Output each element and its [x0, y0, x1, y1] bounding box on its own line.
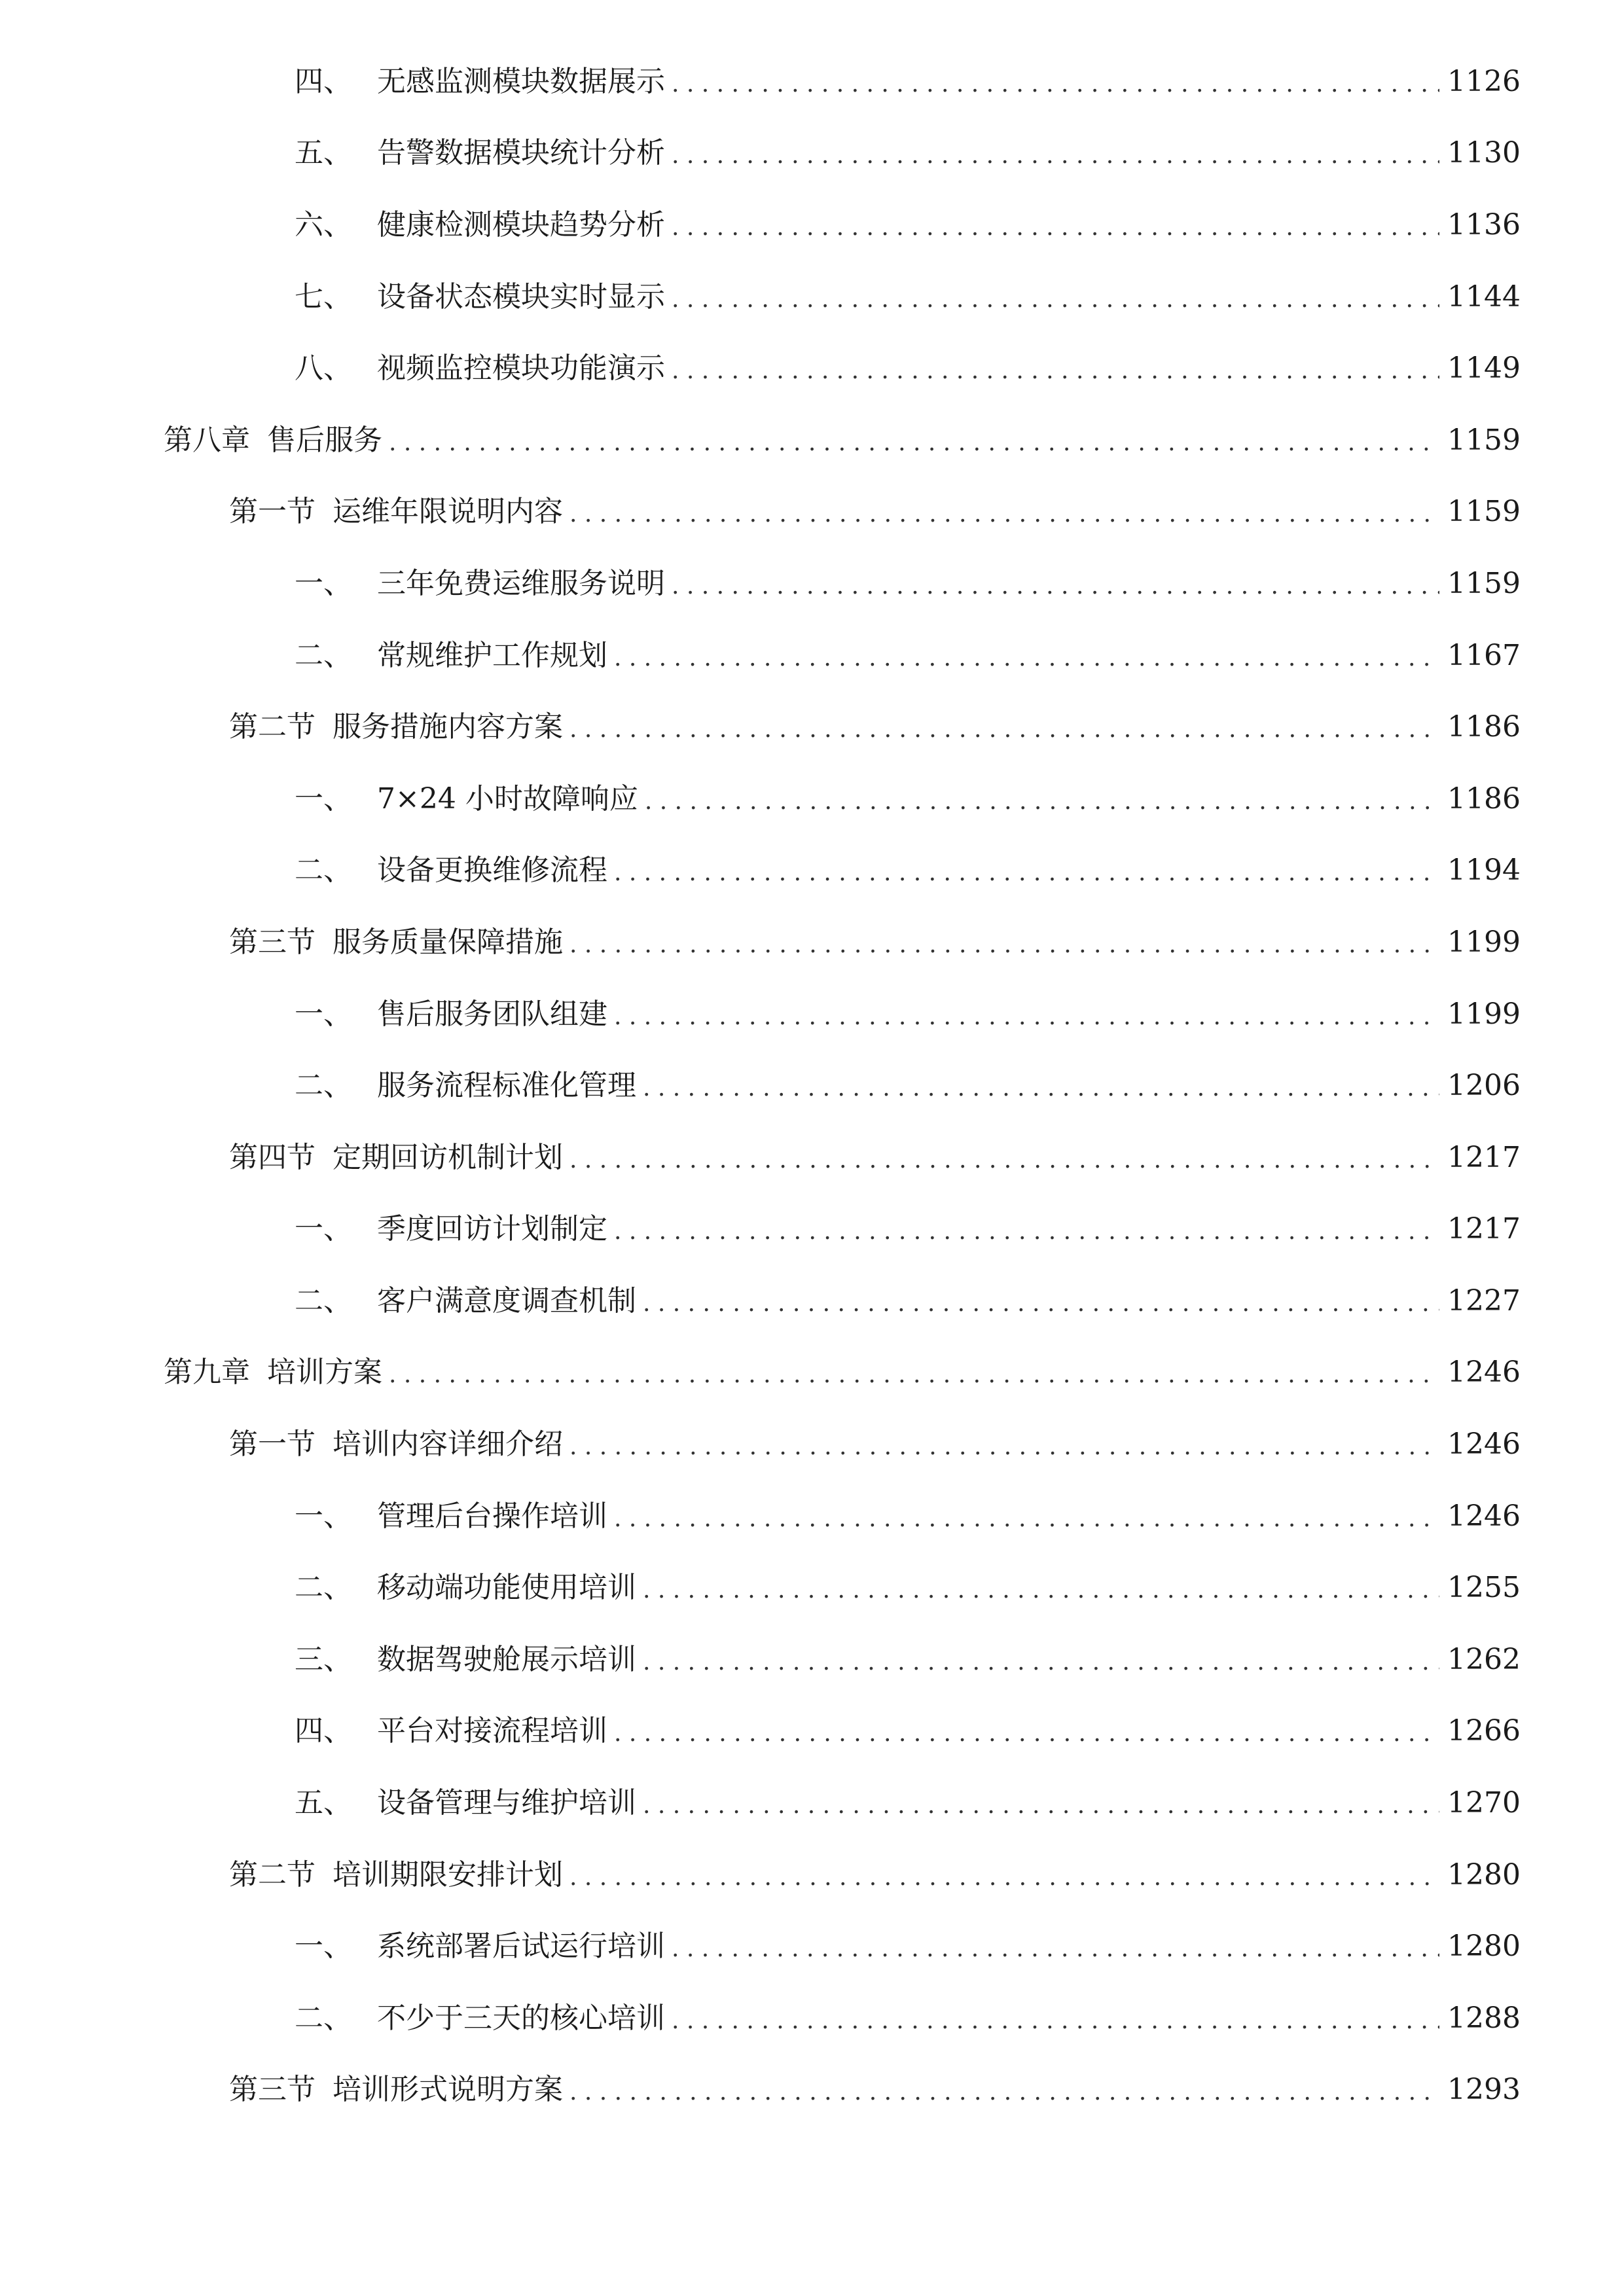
toc-entry-page: 1186 [1447, 710, 1521, 744]
toc-section-entry[interactable] [0, 2054, 1624, 2126]
toc-entry-title: 定期回访机制计划 [333, 1140, 563, 1174]
toc-entry-title: 设备更换维修流程 [377, 853, 607, 888]
toc-dot-leader [614, 1502, 1439, 1531]
toc-dot-leader [672, 354, 1439, 383]
toc-entry-number: 第九章 [164, 1355, 250, 1390]
toc-entry-title: 系统部署后试运行培训 [377, 1929, 665, 1964]
toc-entry[interactable] [0, 978, 1624, 1050]
toc-entry-title: 数据驾驶舱展示培训 [377, 1642, 636, 1676]
toc-dot-leader [672, 1932, 1439, 1961]
toc-dot-leader [672, 569, 1439, 598]
toc-dot-leader [569, 1861, 1439, 1890]
toc-entry[interactable] [0, 1265, 1624, 1337]
toc-entry[interactable] [0, 1480, 1624, 1552]
toc-dot-leader [569, 2075, 1439, 2104]
toc-dot-leader [569, 497, 1439, 526]
toc-entry-number: 第二节 [229, 1857, 316, 1892]
toc-dot-leader [672, 283, 1439, 312]
toc-entry-title: 告警数据模块统计分析 [377, 136, 665, 170]
toc-dot-leader [614, 1000, 1439, 1029]
toc-dot-leader [614, 1717, 1439, 1746]
toc-entry-page: 1130 [1447, 136, 1521, 170]
toc-entry-number: 五、 [295, 1786, 352, 1820]
toc-entry-page: 1159 [1447, 423, 1521, 457]
toc-entry-page: 1199 [1447, 925, 1521, 959]
toc-entry-title: 三年免费运维服务说明 [377, 566, 665, 600]
toc-section-entry[interactable] [0, 906, 1624, 978]
toc-entry-number: 二、 [295, 2001, 352, 2035]
toc-entry[interactable] [0, 1910, 1624, 1982]
toc-entry-title: 健康检测模块趋势分析 [377, 207, 665, 242]
toc-entry-page: 1186 [1447, 781, 1521, 816]
toc-entry-number: 一、 [295, 997, 352, 1031]
toc-entry[interactable] [0, 1194, 1624, 1266]
toc-entry-number: 一、 [295, 781, 352, 816]
toc-entry-title: 无感监测模块数据展示 [377, 64, 665, 98]
toc-entry-page: 1217 [1447, 1140, 1521, 1174]
toc-entry-number: 一、 [295, 1929, 352, 1964]
toc-entry-title: 客户满意度调查机制 [377, 1283, 636, 1318]
toc-entry-title: 设备状态模块实时显示 [377, 279, 665, 314]
toc-entry-number: 一、 [295, 566, 352, 600]
toc-entry-title: 培训形式说明方案 [333, 2073, 563, 2107]
toc-entry-number: 第一节 [229, 1427, 316, 1462]
toc-entry-number: 二、 [295, 1283, 352, 1318]
toc-entry-page: 1246 [1447, 1427, 1521, 1462]
toc-section-entry[interactable] [0, 1122, 1624, 1194]
toc-entry-page: 1144 [1447, 279, 1521, 314]
toc-dot-leader [614, 1215, 1439, 1244]
toc-entry-title: 设备管理与维护培训 [377, 1786, 636, 1820]
table-of-contents [0, 46, 1624, 2126]
toc-entry-page: 1255 [1447, 1571, 1521, 1605]
toc-entry[interactable] [0, 620, 1624, 692]
toc-entry-page: 1280 [1447, 1857, 1521, 1892]
toc-entry-page: 1246 [1447, 1499, 1521, 1533]
toc-entry-number: 二、 [295, 853, 352, 888]
toc-entry-number: 二、 [295, 1069, 352, 1103]
toc-entry-number: 三、 [295, 1642, 352, 1676]
toc-dot-leader [569, 1143, 1439, 1172]
toc-entry[interactable] [0, 1050, 1624, 1122]
toc-entry-number: 第八章 [164, 423, 250, 457]
toc-dot-leader [672, 211, 1439, 240]
toc-entry-title: 服务流程标准化管理 [377, 1069, 636, 1103]
toc-entry-page: 1270 [1447, 1786, 1521, 1820]
toc-entry[interactable] [0, 332, 1624, 404]
toc-dot-leader [643, 1573, 1439, 1602]
toc-chapter-entry[interactable] [0, 404, 1624, 476]
toc-entry-number: 八、 [295, 351, 352, 386]
toc-entry-title: 移动端功能使用培训 [377, 1571, 636, 1605]
toc-entry-title: 视频监控模块功能演示 [377, 351, 665, 386]
toc-entry-number: 七、 [295, 279, 352, 314]
toc-entry[interactable] [0, 763, 1624, 835]
toc-entry[interactable] [0, 46, 1624, 118]
toc-entry-page: 1194 [1447, 853, 1521, 888]
toc-dot-leader [672, 139, 1439, 168]
toc-entry[interactable] [0, 1767, 1624, 1839]
toc-entry-page: 1227 [1447, 1283, 1521, 1318]
toc-entry[interactable] [0, 1696, 1624, 1768]
toc-entry-page: 1293 [1447, 2073, 1521, 2107]
toc-dot-leader [643, 1287, 1439, 1316]
toc-entry-page: 1167 [1447, 638, 1521, 672]
toc-entry-page: 1159 [1447, 566, 1521, 600]
toc-entry[interactable] [0, 1624, 1624, 1696]
toc-entry-title: 服务质量保障措施 [333, 925, 563, 959]
toc-entry-page: 1136 [1447, 207, 1521, 242]
toc-dot-leader [569, 928, 1439, 957]
toc-dot-leader [614, 856, 1439, 885]
toc-entry-number: 一、 [295, 1499, 352, 1533]
toc-entry[interactable] [0, 189, 1624, 261]
toc-entry-title: 常规维护工作规划 [377, 638, 607, 672]
toc-entry-title: 售后服务 [267, 423, 382, 457]
toc-entry-title: 培训期限安排计划 [333, 1857, 563, 1892]
toc-entry-title: 平台对接流程培训 [377, 1714, 607, 1748]
toc-section-entry[interactable] [0, 476, 1624, 548]
toc-entry-page: 1266 [1447, 1714, 1521, 1748]
toc-entry-page: 1206 [1447, 1069, 1521, 1103]
toc-dot-leader [569, 1430, 1439, 1459]
toc-entry-page: 1288 [1447, 2001, 1521, 2035]
toc-entry-number: 第一节 [229, 495, 316, 529]
toc-entry-page: 1262 [1447, 1642, 1521, 1676]
toc-entry[interactable] [0, 835, 1624, 907]
toc-entry[interactable] [0, 261, 1624, 333]
toc-dot-leader [389, 1358, 1439, 1387]
toc-entry-number: 二、 [295, 638, 352, 672]
toc-entry-number: 六、 [295, 207, 352, 242]
toc-entry-title: 培训方案 [267, 1355, 382, 1390]
toc-entry-page: 1159 [1447, 495, 1521, 529]
toc-dot-leader [569, 713, 1439, 742]
toc-entry-number: 二、 [295, 1571, 352, 1605]
toc-entry-page: 1280 [1447, 1929, 1521, 1964]
toc-dot-leader [672, 67, 1439, 96]
toc-entry-number: 第三节 [229, 2073, 316, 2107]
toc-entry-page: 1149 [1447, 351, 1521, 386]
toc-entry-page: 1246 [1447, 1355, 1521, 1390]
toc-entry[interactable] [0, 1552, 1624, 1624]
toc-entry-number: 第四节 [229, 1140, 316, 1174]
toc-entry-page: 1126 [1447, 64, 1521, 98]
toc-entry-number: 五、 [295, 136, 352, 170]
toc-entry-title: 管理后台操作培训 [377, 1499, 607, 1533]
toc-entry-title: 7×24 小时故障响应 [377, 781, 638, 816]
toc-dot-leader [643, 1071, 1439, 1100]
toc-dot-leader [614, 641, 1439, 670]
toc-entry-title: 季度回访计划制定 [377, 1212, 607, 1246]
toc-entry-title: 培训内容详细介绍 [333, 1427, 563, 1462]
toc-entry-number: 一、 [295, 1212, 352, 1246]
toc-entry[interactable] [0, 118, 1624, 190]
toc-entry-title: 运维年限说明内容 [333, 495, 563, 529]
toc-entry-page: 1217 [1447, 1212, 1521, 1246]
toc-section-entry[interactable] [0, 1408, 1624, 1480]
toc-dot-leader [645, 785, 1439, 814]
toc-dot-leader [643, 1645, 1439, 1674]
toc-entry-number: 第三节 [229, 925, 316, 959]
toc-entry-number: 四、 [295, 1714, 352, 1748]
toc-section-entry[interactable] [0, 1839, 1624, 1911]
toc-section-entry[interactable] [0, 691, 1624, 763]
toc-dot-leader [672, 2004, 1439, 2033]
toc-entry[interactable] [0, 1982, 1624, 2054]
toc-entry-title: 不少于三天的核心培训 [377, 2001, 665, 2035]
toc-entry-page: 1199 [1447, 997, 1521, 1031]
toc-dot-leader [643, 1789, 1439, 1818]
toc-entry-title: 服务措施内容方案 [333, 710, 563, 744]
toc-entry-number: 四、 [295, 64, 352, 98]
toc-entry-number: 第二节 [229, 710, 316, 744]
toc-entry-title: 售后服务团队组建 [377, 997, 607, 1031]
toc-chapter-entry[interactable] [0, 1337, 1624, 1409]
toc-dot-leader [389, 426, 1439, 455]
toc-entry[interactable] [0, 548, 1624, 620]
